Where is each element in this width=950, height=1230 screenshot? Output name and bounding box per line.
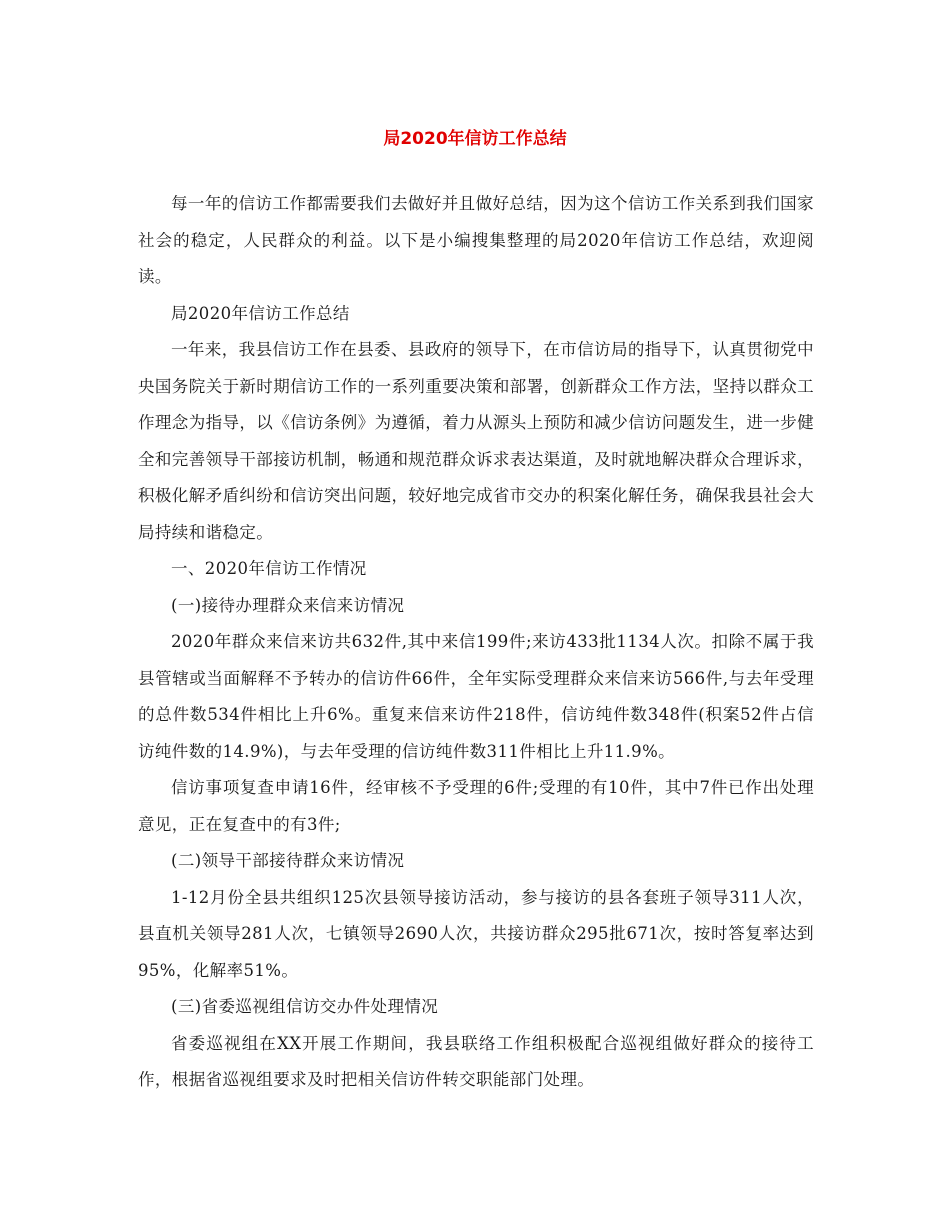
overview-paragraph: 一年来，我县信访工作在县委、县政府的领导下，在市信访局的指导下，认真贯彻党中央国务院关于新时期信访工作的一系列重要决策和部署，创新群众工作方法，坚持以群众工作理念为指导，以《信访条例》为遵循，着力从源头上预防和减少信访问题发生，进一步健全和完善领导干部接访机制，畅通和规范群众诉求表达渠道，及时就地解决群众合理诉求，积极化解矛盾纠纷和信访突出问题，较好地完成省市交办的积案化解任务，确保我县社会大局持续和谐稳定。 (138, 340, 814, 542)
section-heading-1: 一、2020年信访工作情况 (171, 559, 367, 578)
subtitle-paragraph: 局2020年信访工作总结 (171, 303, 350, 323)
document-title: 局2020年信访工作总结 (383, 129, 567, 149)
subsection-heading-3: (三)省委巡视组信访交办件处理情况 (171, 997, 439, 1016)
statistics-paragraph: 2020年群众来信来访共632件,其中来信199件;来访433批1134人次。扣除不属于我县管辖或当面解释不予转办的信访件66件，全年实际受理群众来信来访566件,与去年受理的总件数534件相比上升6%。重复来信来访件218件，信访纯件数348件(积案52件占信访纯件数的14.9%)，与去年受理的信访纯件数311件相比上升11.9%。 (138, 632, 814, 761)
subsection-heading-2: (二)领导干部接待群众来访情况 (171, 851, 405, 870)
intro-paragraph: 每一年的信访工作都需要我们去做好并且做好总结，因为这个信访工作关系到我们国家社会的稳定，人民群众的利益。以下是小编搜集整理的局2020年信访工作总结，欢迎阅读。 (138, 194, 814, 286)
leader-reception-paragraph: 1-12月份全县共组织125次县领导接访活动，参与接访的县各套班子领导311人次，县直机关领导281人次，七镇领导2690人次，共接访群众295批671次，按时答复率达到95%，化解率51%。 (138, 887, 814, 980)
document-body (138, 186, 814, 1099)
subsection-heading-1: (一)接待办理群众来信来访情况 (171, 595, 405, 615)
review-paragraph: 信访事项复查申请16件，经审核不予受理的6件;受理的有10件，其中7件已作出处理意见，正在复查中的有3件; (138, 778, 814, 834)
inspection-paragraph: 省委巡视组在XX开展工作期间，我县联络工作组积极配合巡视组做好群众的接待工作，根据省巡视组要求及时把相关信访件转交职能部门处理。 (138, 1033, 814, 1089)
